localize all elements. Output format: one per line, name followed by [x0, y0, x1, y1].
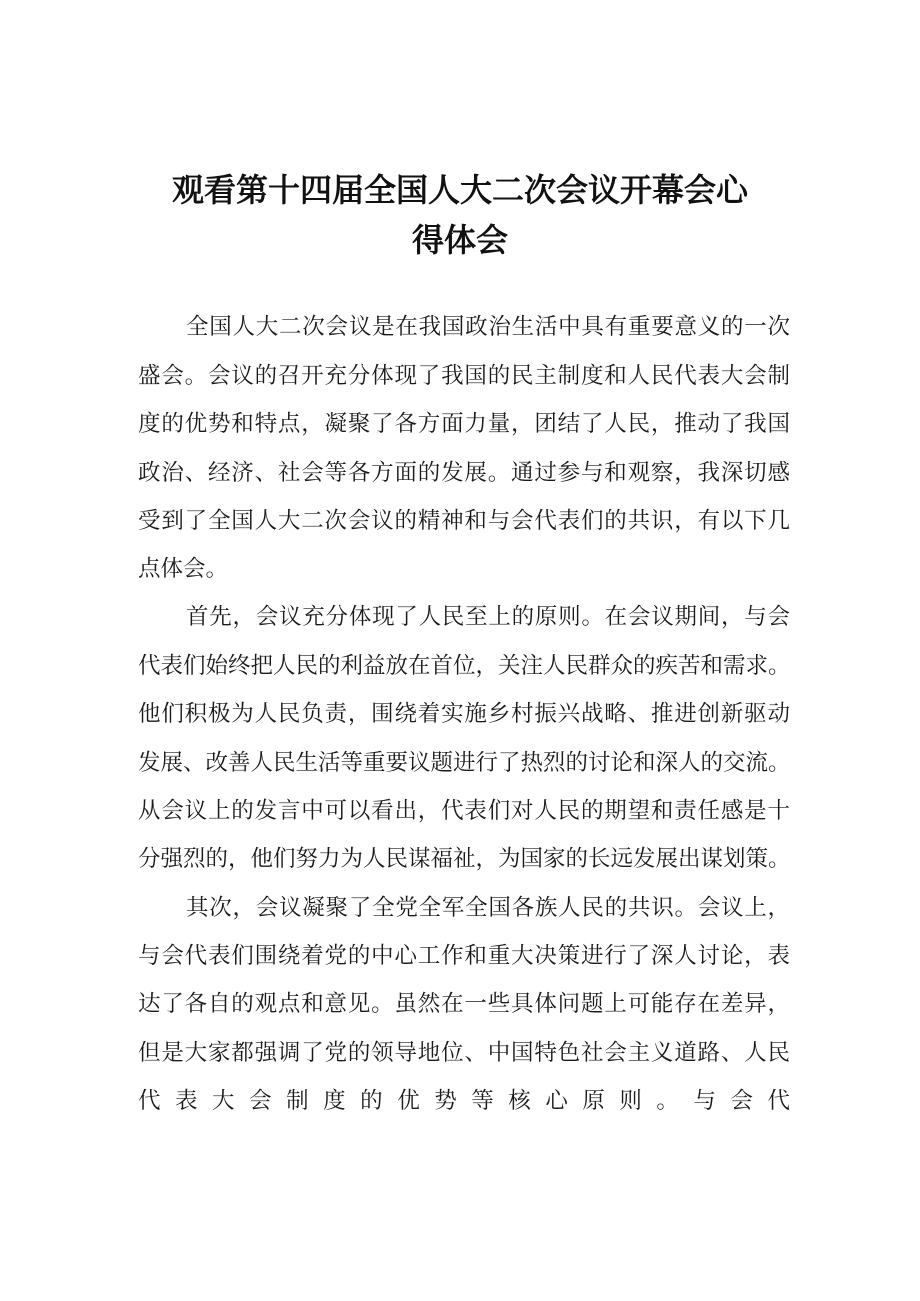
body-text-line: 发展、改善人民生活等重要议题进行了热烈的讨论和深人的交流。 [138, 750, 791, 776]
body-text-line: 代表大会制度的优势等核心原则。与会代 [138, 1088, 790, 1114]
document-title-line-1: 观看第十四届全国人大二次会议开幕会心 [171, 171, 748, 209]
body-text-line: 其次，会议凝聚了全党全军全国各族人民的共识。会议上， [186, 895, 790, 921]
body-text-line: 但是大家都强调了党的领导地位、中国特色社会主义道路、人民 [138, 1040, 790, 1066]
body-text-line: 盛会。会议的召开充分体现了我国的民主制度和人民代表大会制 [138, 363, 790, 389]
body-text-line: 分强烈的，他们努力为人民谋福祉，为国家的长远发展出谋划策。 [138, 846, 791, 872]
body-text-line: 首先，会议充分体现了人民至上的原则。在会议期间，与会 [186, 604, 790, 630]
body-text-line: 他们积极为人民负责，围绕着实施乡村振兴战略、推进创新驱动 [138, 701, 790, 727]
body-text-line: 全国人大二次会议是在我国政治生活中具有重要意义的一次 [186, 314, 790, 340]
body-text-line: 受到了全国人大二次会议的精神和与会代表们的共识，有以下几 [138, 508, 790, 534]
body-text-line: 代表们始终把人民的利益放在首位，关注人民群众的疾苦和需求。 [138, 653, 791, 679]
body-text-line: 点体会。 [138, 556, 229, 582]
body-text-line: 与会代表们围绕着党的中心工作和重大决策进行了深人讨论，表 [138, 943, 790, 969]
document-title-line-2: 得体会 [411, 221, 508, 259]
body-text-line: 政治、经济、社会等各方面的发展。通过参与和观察，我深切感 [138, 460, 790, 486]
body-text-line: 度的优势和特点，凝聚了各方面力量，团结了人民，推动了我国 [138, 411, 790, 437]
body-text-line: 从会议上的发言中可以看出，代表们对人民的期望和责任感是十 [138, 798, 790, 824]
body-text-line: 达了各自的观点和意见。虽然在一些具体问题上可能存在差异， [138, 991, 790, 1017]
